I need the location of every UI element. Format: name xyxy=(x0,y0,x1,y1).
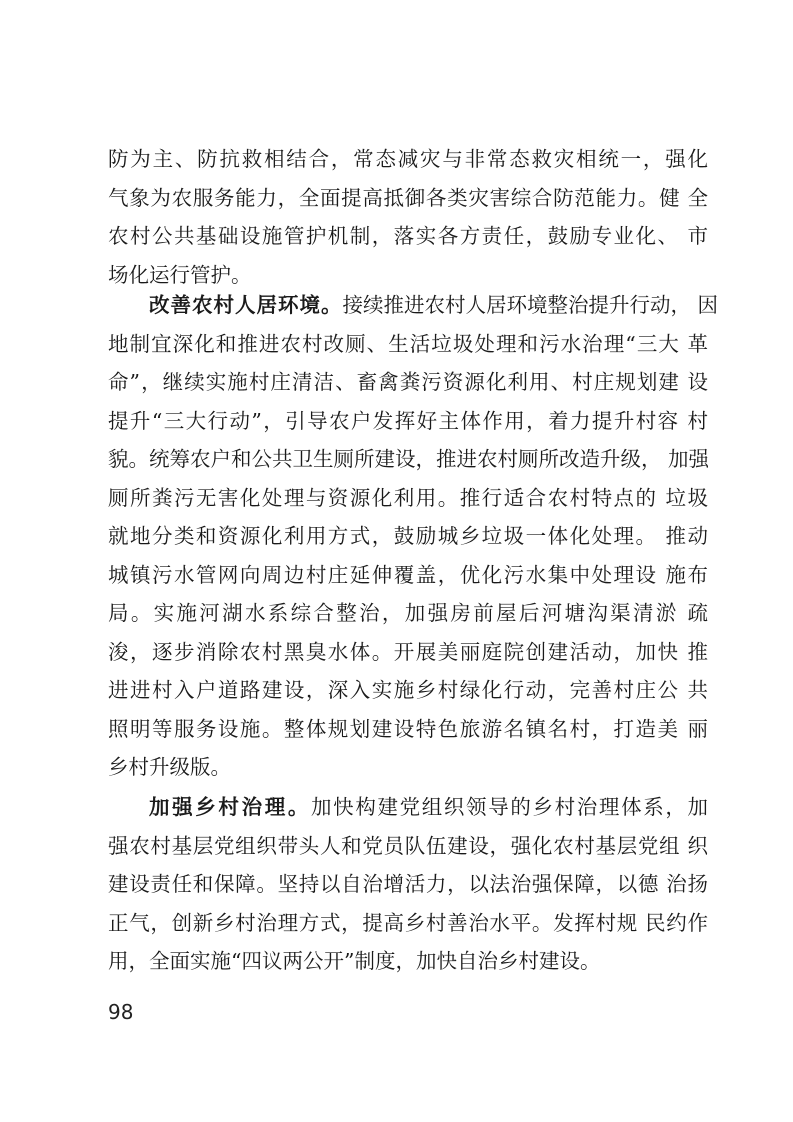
paragraph-line: 场化运行管护。 xyxy=(108,262,252,287)
paragraph-line: 局。实施河湖水系综合整治，加强房前屋后河塘沟渠清淤 疏 xyxy=(108,601,708,625)
paragraph-line: 用，全面实施“四议两公开”制度，加快自治乡村建设。 xyxy=(108,949,601,973)
paragraph-line: 正气，创新乡村治理方式，提高乡村善治水平。发挥村规 民约作 xyxy=(108,910,708,935)
paragraph-first-line xyxy=(108,788,708,827)
paragraph-line: 乡村升级版。 xyxy=(108,755,231,779)
paragraph-line: 浚，逐步消除农村黑臭水体。开展美丽庭院创建活动，加快 推 xyxy=(108,639,708,664)
paragraph-line: 貌。统筹农户和公共卫生厕所建设，推进农村厕所改造升级， 加强 xyxy=(108,447,710,471)
paragraph-line: 就地分类和资源化利用方式，鼓励城乡垃圾一体化处理。 推动 xyxy=(108,524,708,548)
paragraph-line: 地制宜深化和推进农村改厕、生活垃圾处理和污水治理“三大 革 xyxy=(108,331,708,356)
paragraph-line-text: 接续推进农村人居环境整治提升行动， 因 xyxy=(342,293,719,317)
paragraph-line-text: 加快构建党组织领导的乡村治理体系，加 xyxy=(311,795,709,819)
section-lead-heading: 改善农村人居环境。 xyxy=(149,293,343,317)
section-lead-heading: 加强乡村治理。 xyxy=(149,795,312,819)
paragraph-line: 气象为农服务能力，全面提高抵御各类灾害综合防范能力。健 全 xyxy=(108,185,708,210)
paragraph-living-environment xyxy=(108,286,719,787)
paragraph-line: 厕所粪污无害化处理与资源化利用。推行适合农村特点的 垃圾 xyxy=(108,485,708,510)
paragraph-line: 城镇污水管网向周边村庄延伸覆盖，优化污水集中处理设 施布 xyxy=(108,562,708,587)
paragraph-disaster-prevention xyxy=(108,140,708,294)
paragraph-line: 强农村基层党组织带头人和党员队伍建设，强化农村基层党组 织 xyxy=(108,833,708,858)
paragraph-first-line xyxy=(108,286,719,325)
paragraph-line: 命”，继续实施村庄清洁、畜禽粪污资源化利用、村庄规划建 设 xyxy=(108,370,708,394)
paragraph-line: 进进村入户道路建设，深入实施乡村绿化行动，完善村庄公 共 xyxy=(108,678,708,702)
paragraph-line: 照明等服务设施。整体规划建设特色旅游名镇名村，打造美 丽 xyxy=(108,716,708,741)
paragraph-line: 建设责任和保障。坚持以自治增活力，以法治强保障，以德 治扬 xyxy=(108,872,708,896)
page-number: 98 xyxy=(108,1000,134,1024)
paragraph-line: 农村公共基础设施管护机制，落实各方责任，鼓励专业化、 市 xyxy=(108,224,708,248)
paragraph-line: 防为主、防抗救相结合，常态减灾与非常态救灾相统一，强化 xyxy=(108,147,708,171)
paragraph-line: 提升“三大行动”，引导农户发挥好主体作用，着力提升村容 村 xyxy=(108,408,708,433)
paragraph-rural-governance xyxy=(108,788,708,981)
